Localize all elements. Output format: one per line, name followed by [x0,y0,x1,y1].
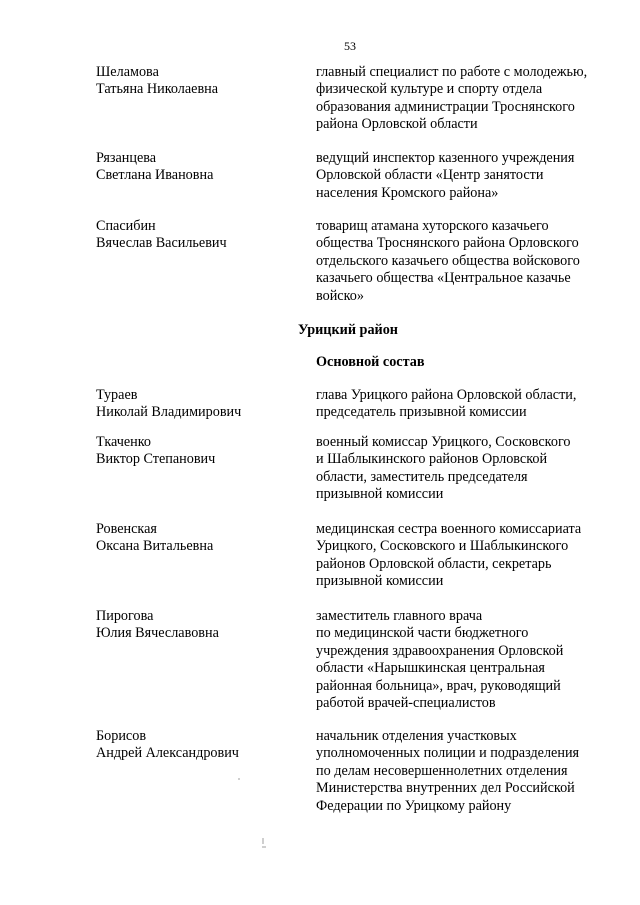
member-name [96,608,296,643]
member-surname: Рязанцева [96,150,157,166]
position-line: призывной комиссии [316,573,444,590]
position-line: товарищ атамана хуторского казачьего [316,218,549,234]
member-surname: Ткаченко [96,434,152,450]
member-given-names: Оксана Витальевна [96,538,214,555]
position-line: отдельского казачьего общества войскового [316,252,580,269]
position-line: Урицкого, Сосковского и Шаблыкинского [316,538,569,555]
member-name [96,387,296,422]
member-surname: Ровенская [96,521,157,537]
position-line: призывной комиссии [316,486,444,503]
position-line: уполномоченных полиции и подразделения [316,745,580,762]
position-line: по медицинской части бюджетного [316,625,529,642]
member-given-names: Юлия Вячеславовна [96,625,219,642]
member-position [316,608,626,712]
member-surname: Борисов [96,728,147,744]
member-given-names: Андрей Александрович [96,745,239,762]
member-surname: Шеламова [96,64,159,80]
position-line: Министерства внутренних дел Российской [316,780,575,797]
scan-speck [262,838,264,844]
member-name [96,64,296,99]
member-name [96,728,296,763]
position-line: работой врачей-специалистов [316,695,496,712]
member-position [316,387,626,422]
position-line: казачьего общества «Центральное казачье [316,270,571,287]
member-name [96,218,296,253]
position-line: и Шаблыкинского районов Орловской [316,451,548,468]
member-position [316,218,626,305]
position-line: области «Нарышкинская центральная [316,660,545,677]
member-name [96,434,296,469]
position-line: Орловской области «Центр занятости [316,167,544,184]
position-line: образования администрации Троснянского [316,98,575,115]
position-line: физической культуре и спорту отдела [316,81,543,98]
member-name [96,150,296,185]
position-line: области, заместитель председателя [316,468,528,485]
scan-speck [238,778,240,780]
position-line: населения Кромского района» [316,184,499,201]
member-position [316,728,626,815]
member-position [316,434,626,504]
position-line: глава Урицкого района Орловской области, [316,387,577,403]
member-surname: Спасибин [96,218,156,234]
section-heading: Основной состав [316,354,425,370]
position-line: районная больница», врач, руководящий [316,677,561,694]
position-line: военный комиссар Урицкого, Сосковского [316,434,571,450]
position-line: главный специалист по работе с молодежью, [316,64,588,80]
member-surname: Пирогова [96,608,154,624]
district-heading: Урицкий район [298,322,398,338]
member-position [316,150,626,202]
member-position [316,64,626,134]
member-surname: Тураев [96,387,138,403]
member-name [96,521,296,556]
member-given-names: Татьяна Николаевна [96,81,219,98]
member-given-names: Светлана Ивановна [96,167,214,184]
position-line: учреждения здравоохранения Орловской [316,642,564,659]
page-number: 53 [344,39,356,53]
position-line: ведущий инспектор казенного учреждения [316,150,575,166]
position-line: начальник отделения участковых [316,728,517,744]
position-line: общества Троснянского района Орловского [316,235,579,252]
member-given-names: Виктор Степанович [96,451,216,468]
position-line: по делам несовершеннолетних отделения [316,762,568,779]
member-given-names: Николай Владимирович [96,404,242,421]
member-given-names: Вячеслав Васильевич [96,235,227,252]
position-line: района Орловской области [316,116,478,133]
position-line: районов Орловской области, секретарь [316,555,552,572]
position-line: медицинская сестра военного комиссариата [316,521,582,537]
position-line: заместитель главного врача [316,608,483,624]
position-line: войско» [316,287,364,304]
position-line: председатель призывной комиссии [316,404,527,421]
position-line: Федерации по Урицкому району [316,797,512,814]
scan-speck [262,846,266,848]
member-position [316,521,626,591]
